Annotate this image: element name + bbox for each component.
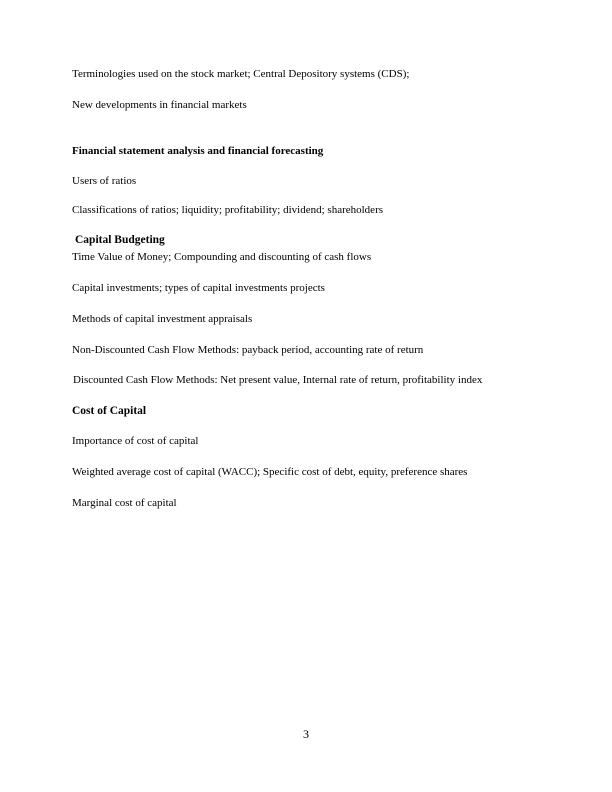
section-heading-financial-statements: Financial statement analysis and financial forecasting: [72, 145, 324, 157]
text-line-users-of-ratios: Users of ratios: [72, 175, 137, 187]
text-line-classifications-of-ratios: Classifications of ratios; liquidity; profitability; dividend; shareholders: [72, 204, 384, 216]
text-line-non-discounted-methods: Non-Discounted Cash Flow Methods: payback period, accounting rate of return: [72, 344, 424, 356]
section-heading-cost-of-capital: Cost of Capital: [72, 405, 147, 417]
text-line-stock-market-terminologies: Terminologies used on the stock market; Central Depository systems (CDS);: [72, 68, 410, 80]
text-line-time-value-of-money: Time Value of Money; Compounding and discounting of cash flows: [72, 251, 372, 263]
text-line-discounted-methods: Discounted Cash Flow Methods: Net present value, Internal rate of return, profitability index: [73, 374, 483, 386]
page-number: 3: [303, 727, 309, 741]
text-line-wacc: Weighted average cost of capital (WACC); Specific cost of debt, equity, preference shares: [72, 466, 468, 478]
text-line-importance-cost-of-capital: Importance of cost of capital: [72, 435, 199, 447]
text-line-new-developments: New developments in financial markets: [72, 99, 247, 111]
section-heading-capital-budgeting: Capital Budgeting: [75, 234, 165, 246]
text-line-marginal-cost-of-capital: Marginal cost of capital: [72, 497, 177, 509]
text-line-capital-investments: Capital investments; types of capital investments projects: [72, 282, 325, 294]
text-line-appraisal-methods: Methods of capital investment appraisals: [72, 313, 253, 325]
